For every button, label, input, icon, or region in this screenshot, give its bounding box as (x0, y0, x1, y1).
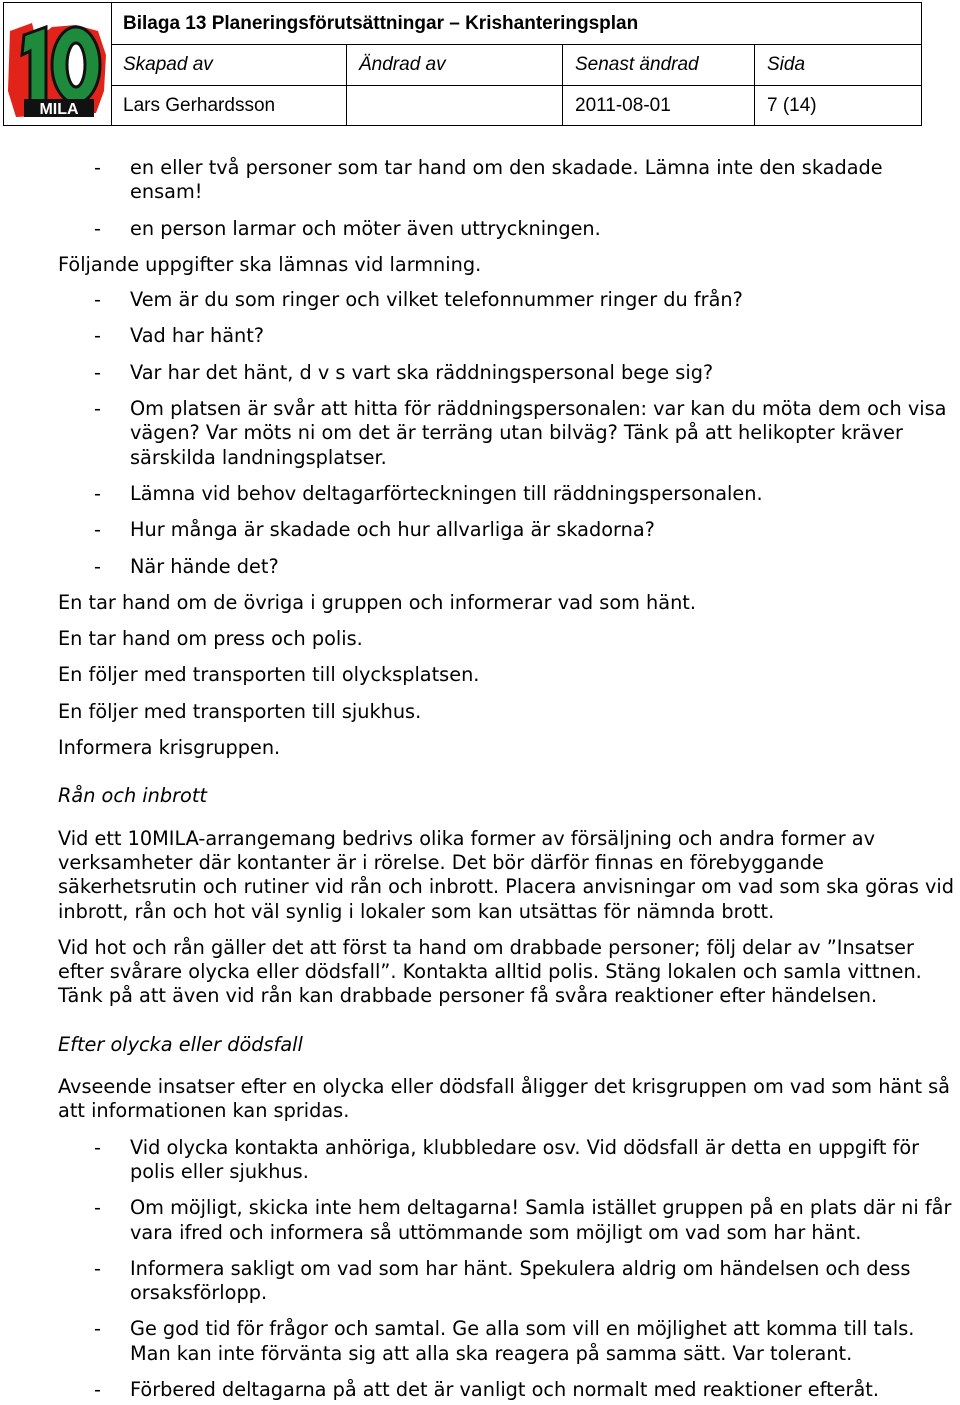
list-item: - Informera sakligt om vad som har hänt. Spekulera aldrig om händelsen och dess orsaksförlopp. (58, 1257, 960, 1306)
label-page: Sida (755, 45, 922, 86)
document-body (58, 156, 960, 1402)
list-item: - Om möjligt, skicka inte hem deltagarna! Samla istället gruppen på en plats där ni får vara ifred och informera så uttömmande som möjligt om vad som har hänt. (58, 1196, 960, 1245)
list-item: - När hände det? (58, 555, 960, 579)
10mila-logo (4, 3, 112, 125)
list-item: - Vid olycka kontakta anhöriga, klubbledare osv. Vid dödsfall är detta en uppgift för polis eller sjukhus. (58, 1136, 960, 1185)
list-item: - en person larmar och möter även uttryckningen. (58, 217, 960, 241)
value-last-changed: 2011-08-01 (563, 86, 755, 125)
robbery-paragraph: Vid ett 10MILA-arrangemang bedrivs olika former av försäljning och andra former av verksamheter där kontanter är i rörelse. Det bör därför finnas en förebyggande säkerhetsrutin och rutiner vid rån och inbrott. Placera anvisningar om vad som ska göras vid inbrott, rån och hot väl synlig i lokaler som kan utsättas för nämnda brott. (58, 826, 955, 923)
task-line: Informera krisgruppen. (58, 736, 281, 760)
after-paragraph: Avseende insatser efter en olycka eller dödsfall åligger det krisgruppen om vad som hänt så att informationen kan spridas. (58, 1075, 951, 1123)
list-item: - Om platsen är svår att hitta för räddningspersonalen: var kan du möta dem och visa vägen? Var möts ni om det är terräng utan bilväg? Tänk på att helikopter kräver särskilda landningsplatser. (58, 397, 960, 470)
alarm-intro: Följande uppgifter ska lämnas vid larmning. (58, 252, 482, 276)
svg-text:MILA: MILA (39, 101, 79, 118)
section-heading-after: Efter olycka eller dödsfall (58, 1032, 303, 1056)
list-item: - en eller två personer som tar hand om den skadade. Lämna inte den skadade ensam! (58, 156, 960, 205)
section-heading-robbery: Rån och inbrott (58, 784, 207, 808)
list-item: - Förbered deltagarna på att det är vanligt och normalt med reaktioner efteråt. (58, 1378, 960, 1402)
document-title: Bilaga 13 Planeringsförutsättningar – Krishanteringsplan (111, 3, 922, 45)
task-line: En tar hand om de övriga i gruppen och informerar vad som hänt. (58, 590, 696, 614)
label-created-by: Skapad av (111, 45, 347, 86)
robbery-paragraph: Vid hot och rån gäller det att först ta hand om drabbade personer; följ delar av ”Insatser efter svårare olycka eller dödsfall”. Kontakta alltid polis. Stäng lokalen och samla vittnen. Tänk på att även vid rån kan drabbade personer få svåra reaktioner efter händelsen. (58, 935, 922, 1008)
document-header (3, 2, 922, 126)
list-item: - Lämna vid behov deltagarförteckningen till räddningspersonalen. (58, 482, 960, 506)
value-changed-by (347, 86, 563, 125)
value-created-by: Lars Gerhardsson (111, 86, 347, 125)
task-line: En tar hand om press och polis. (58, 627, 363, 651)
value-page: 7 (14) (767, 94, 817, 116)
label-changed-by: Ändrad av (347, 45, 563, 86)
list-item: - Hur många är skadade och hur allvarliga är skadorna? (58, 518, 960, 542)
10mila-logo-icon (6, 21, 110, 121)
list-item: - Vem är du som ringer och vilket telefonnummer ringer du från? (58, 288, 960, 312)
task-line: En följer med transporten till olycksplatsen. (58, 663, 480, 687)
list-item: - Vad har hänt? (58, 324, 960, 348)
label-last-changed: Senast ändrad (563, 45, 755, 86)
list-item: - Ge god tid för frågor och samtal. Ge alla som vill en möjlighet att komma till tals. Man kan inte förvänta sig att alla ska reagera på samma sätt. Var tolerant. (58, 1317, 960, 1366)
list-item: - Var har det hänt, d v s vart ska räddningspersonal bege sig? (58, 361, 960, 385)
task-line: En följer med transporten till sjukhus. (58, 699, 422, 723)
